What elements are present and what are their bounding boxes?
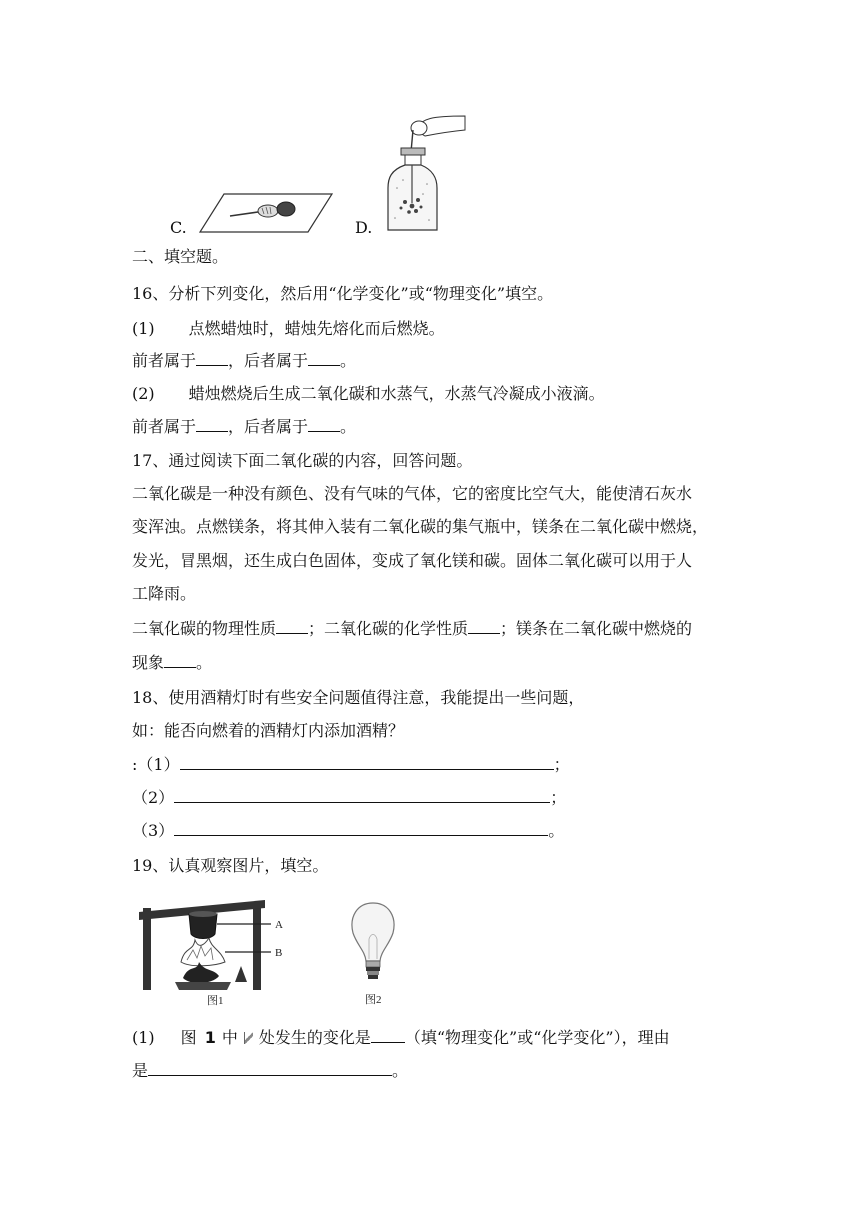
q18-item-1 (132, 754, 570, 776)
dropper-on-plate-figure (200, 190, 335, 235)
q18-item-3 (132, 820, 564, 842)
q18-item-end: ； (550, 788, 567, 807)
answer-prefix: 前者属于 (132, 417, 197, 436)
answer-end: 。 (340, 417, 357, 436)
q19-text-d: （填“物理变化”或“化学变化”），理由 (404, 1028, 670, 1047)
q19-line2: 是 (132, 1061, 149, 1080)
answer-end: 。 (340, 351, 357, 370)
q17-q-part2: ；二氧化碳的化学性质 (308, 619, 469, 638)
q18-item-2 (132, 787, 566, 809)
small-a-icon (244, 1032, 253, 1044)
option-c-label: C. (170, 218, 187, 237)
blank-field[interactable] (308, 416, 340, 432)
answer-prefix: 前者属于 (132, 351, 197, 370)
q18-title: 18、使用酒精灯时有些安全问题值得注意，我能提出一些问题， (132, 688, 585, 707)
q17-para-line: 发光，冒黑烟，还生成白色固体，变成了氧化镁和碳。固体二氧化碳可以用于人 (132, 551, 693, 570)
answer-line[interactable] (148, 1060, 392, 1076)
q18-item-end: ； (553, 755, 570, 774)
q16-answer1 (132, 350, 356, 372)
option-d-label: D. (355, 218, 373, 237)
blank-field[interactable] (276, 618, 308, 634)
blank-field[interactable] (468, 618, 500, 634)
campfire-pot-figure (135, 890, 295, 1010)
q19-title: 19、认真观察图片，填空。 (132, 856, 329, 875)
q19-part1-num: (1) (132, 1028, 155, 1047)
answer-line[interactable] (174, 820, 548, 836)
q17-question-cont (132, 652, 212, 674)
figure-2-caption: 图2 (365, 994, 382, 1006)
q17-q-part4: 现象 (132, 653, 165, 672)
q16-part2-num: (2) (132, 384, 155, 403)
q18-item-end: 。 (548, 821, 565, 840)
answer-line[interactable] (180, 754, 554, 770)
q16-part1 (132, 318, 445, 340)
q19-text-c: 处发生的变化是 (258, 1028, 371, 1047)
q17-q-part3: ；镁条在二氧化碳中燃烧的 (500, 619, 693, 638)
q17-para-line: 工降雨。 (132, 584, 197, 603)
label-b: B (275, 947, 283, 959)
q16-answer2 (132, 416, 356, 438)
q16-part2-text: 蜡烛燃烧后生成二氧化碳和水蒸气，水蒸气冷凝成小液滴。 (188, 384, 605, 403)
q17-para-line: 变浑浊。点燃镁条，将其伸入装有二氧化碳的集气瓶中，镁条在二氧化碳中燃烧， (132, 517, 709, 536)
q17-para-line: 二氧化碳是一种没有颜色、没有气味的气体，它的密度比空气大，能使清石灰水 (132, 484, 693, 503)
q16-part1-num: (1) (132, 319, 155, 338)
q18-item-label: :（1） (132, 755, 180, 774)
q16-part2 (132, 383, 605, 405)
q17-q-end: 。 (196, 653, 213, 672)
blank-field[interactable] (164, 652, 196, 668)
label-a: A (275, 919, 283, 931)
q19-part1-cont (132, 1060, 408, 1082)
q19-text-a: 图 (180, 1028, 197, 1047)
figure-1-caption: 图1 (207, 995, 224, 1007)
q17-title: 17、通过阅读下面二氧化碳的内容，回答问题。 (132, 451, 473, 470)
q19-fig-num: 1 (204, 1028, 216, 1047)
q19-part1 (132, 1027, 670, 1049)
q18-item-label: （3） (132, 821, 175, 840)
q19-end: 。 (392, 1061, 409, 1080)
blank-field[interactable] (371, 1027, 405, 1043)
q19-text-b: 中 (221, 1028, 238, 1047)
answer-mid: ，后者属于 (228, 417, 309, 436)
gas-bottle-figure (385, 108, 467, 236)
answer-mid: ，后者属于 (228, 351, 309, 370)
answer-line[interactable] (174, 787, 550, 803)
light-bulb-figure (345, 895, 405, 1010)
blank-field[interactable] (308, 350, 340, 366)
section-title: 二、填空题。 (132, 247, 229, 266)
q16-part1-text: 点燃蜡烛时，蜡烛先熔化而后燃烧。 (188, 319, 445, 338)
q17-q-part1: 二氧化碳的物理性质 (132, 619, 277, 638)
q18-item-label: （2） (132, 788, 175, 807)
q16-title: 16、分析下列变化，然后用“化学变化”或“物理变化”填空。 (132, 284, 554, 303)
q17-question (132, 618, 692, 640)
q18-example: 如：能否向燃着的酒精灯内添加酒精？ (132, 721, 405, 740)
blank-field[interactable] (196, 350, 228, 366)
blank-field[interactable] (196, 416, 228, 432)
